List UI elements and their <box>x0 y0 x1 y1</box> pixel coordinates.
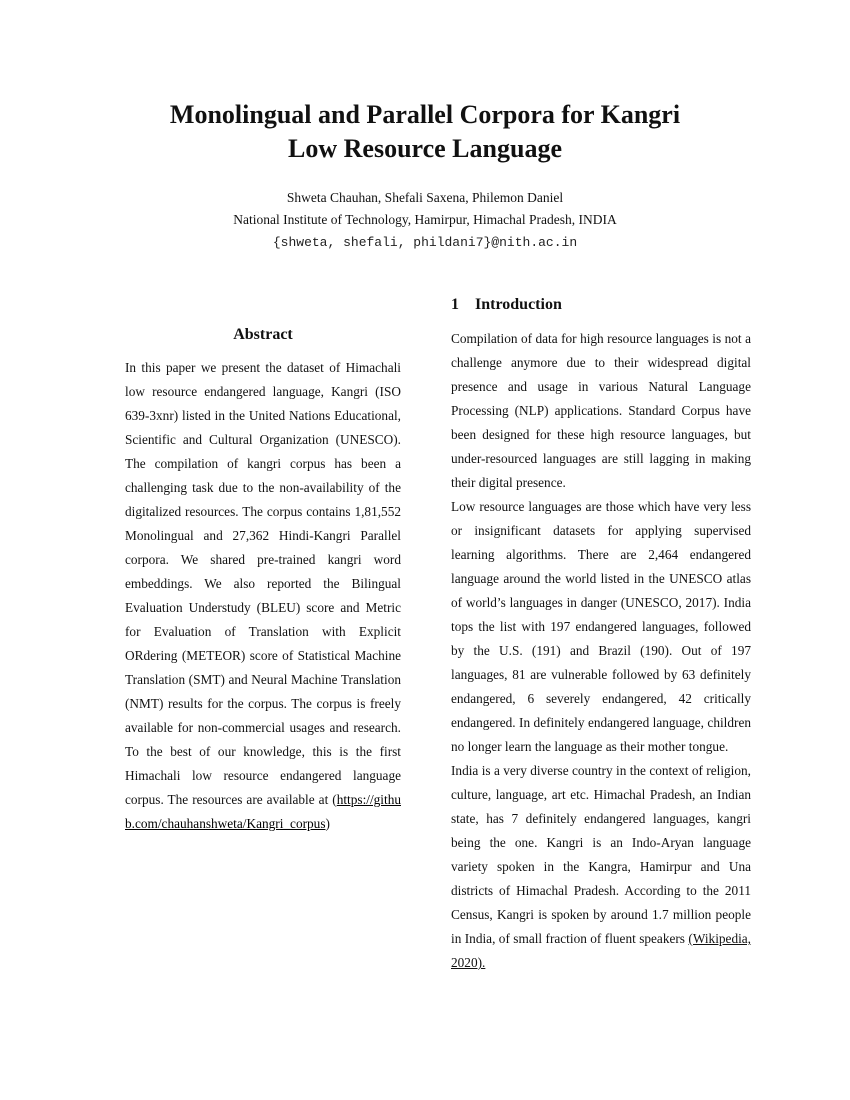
intro-paragraph-3-text: India is a very diverse country in the context of religion, culture, language, art etc. Himachal Pradesh, an Indian state, has 7 definitely endangered languages, kangri being the one. Kangri is an Indo-Aryan language variety spoken in the Kangra, Hamirpur and Una districts of Himachal Pradesh. According to the 2011 Census, Kangri is spoken by around 1.7 million people in India, of small fraction of fluent speakers <box>451 763 751 946</box>
wikipedia-citation[interactable]: (Wikipedia, 2020). <box>451 931 752 970</box>
introduction-column <box>451 327 751 975</box>
intro-paragraph-3 <box>451 759 751 975</box>
author-list: Shweta Chauhan, Shefali Saxena, Philemon Daniel <box>286 190 564 205</box>
paper-title-line2: Low Resource Language <box>288 134 562 163</box>
github-link[interactable]: https://github.com/chauhanshweta/Kangri_corpus <box>125 792 401 831</box>
link-paren-close: ) <box>325 816 330 831</box>
section-number: 1 <box>451 296 459 313</box>
author-email: {shweta, shefali, phildani7}@nith.ac.in <box>272 235 578 250</box>
section-title: Introduction <box>475 296 562 313</box>
abstract-text: In this paper we present the dataset of Himachali low resource endangered language, Kangri (ISO 639-3xnr) listed in the United Nations Educational, Scientific and Cultural Organization (UNESCO). The compilation of kangri corpus has been a challenging task due to the non-availability of the digitalized resources. The corpus contains 1,81,552 Monolingual and 27,362 Hindi-Kangri Parallel corpora. We shared pre-trained kangri word embeddings. We also reported the Bilingual Evaluation Understudy (BLEU) score and Metric for Evaluation of Translation with Explicit ORdering (METEOR) score of Statistical Machine Translation (SMT) and Neural Machine Translation (NMT) results for the corpus. The corpus is freely available for non-commercial usages and research. To the best of our knowledge, this is the first Himachali low resource endangered language corpus. The resources are available at <box>125 360 401 807</box>
intro-paragraph-1: Compilation of data for high resource languages is not a challenge anymore due to their widespread digital presence and usage in various Natural Language Processing (NLP) applications. Standard Corpus have been designed for these high resource languages, but under-resourced languages are still lagging in making their digital presence. <box>451 331 751 490</box>
paper-title <box>0 98 850 166</box>
abstract-paragraph <box>125 356 401 836</box>
affiliation: National Institute of Technology, Hamirpur, Himachal Pradesh, INDIA <box>233 212 617 227</box>
link-paren-open: ( <box>332 792 337 807</box>
abstract-column <box>125 356 401 836</box>
paper-title-line1: Monolingual and Parallel Corpora for Kangri <box>169 100 681 129</box>
intro-paragraph-2: Low resource languages are those which have very less or insignificant datasets for applying supervised learning algorithms. There are 2,464 endangered language around the world listed in the UNESCO atlas of world’s languages in danger (UNESCO, 2017). India tops the list with 197 endangered languages, followed by the U.S. (191) and Brazil (190). Out of 197 languages, 81 are vulnerable followed by 63 definitely endangered, 6 severely endangered, 42 critically endangered. In definitely endangered language, children no longer learn the language as their mother tongue. <box>451 499 751 754</box>
abstract-heading: Abstract <box>233 326 293 343</box>
section-heading-introduction <box>451 294 562 316</box>
